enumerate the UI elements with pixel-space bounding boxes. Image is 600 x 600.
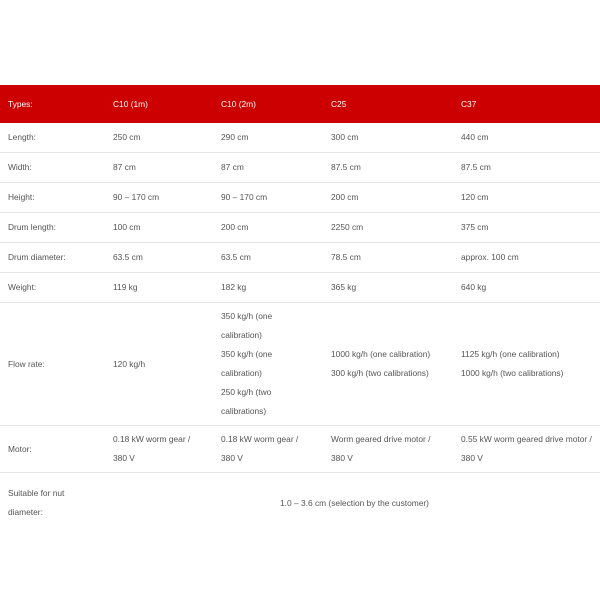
text-line: 1000 kg/h (one calibration) bbox=[331, 349, 431, 359]
cell-c10-1m: 250 cm bbox=[105, 123, 213, 153]
cell-c10-1m: 100 cm bbox=[105, 213, 213, 243]
cell-c37 bbox=[453, 426, 600, 473]
cell-c10-2m: 290 cm bbox=[213, 123, 323, 153]
row-label: Length: bbox=[0, 123, 105, 153]
row-weight bbox=[0, 273, 600, 303]
row-label: Width: bbox=[0, 153, 105, 183]
cell-c25: 78.5 cm bbox=[323, 243, 453, 273]
cell-c10-2m: 200 cm bbox=[213, 213, 323, 243]
row-label: Height: bbox=[0, 183, 105, 213]
text-line: 1000 kg/h (two calibrations) bbox=[461, 368, 564, 378]
cell-c10-2m: 87 cm bbox=[213, 153, 323, 183]
cell-c25 bbox=[323, 303, 453, 426]
cell-c25: 300 cm bbox=[323, 123, 453, 153]
text-line: 380 V bbox=[331, 453, 353, 463]
text-line: 0.18 kW worm gear / bbox=[113, 434, 191, 444]
row-nut-diameter bbox=[0, 473, 600, 534]
cell-c10-1m bbox=[105, 426, 213, 473]
text-line: 300 kg/h (two calibrations) bbox=[331, 368, 429, 378]
row-flow-rate bbox=[0, 303, 600, 426]
text-line: 0.55 kW worm geared drive motor / bbox=[461, 434, 592, 444]
cell-nut-diameter: 1.0 – 3.6 cm (selection by the customer) bbox=[280, 497, 429, 508]
cell-c25 bbox=[323, 426, 453, 473]
cell-c37: approx. 100 cm bbox=[453, 243, 600, 273]
text-line: calibrations) bbox=[221, 406, 267, 416]
text-line: 350 kg/h (one bbox=[221, 349, 273, 359]
row-width bbox=[0, 153, 600, 183]
cell-c37: 640 kg bbox=[453, 273, 600, 303]
cell-c10-2m: 182 kg bbox=[213, 273, 323, 303]
row-label: Motor: bbox=[0, 426, 105, 473]
header-c10-1m: C10 (1m) bbox=[105, 85, 213, 123]
header-c37: C37 bbox=[453, 85, 600, 123]
cell-c10-1m: 63.5 cm bbox=[105, 243, 213, 273]
cell-c25: 365 kg bbox=[323, 273, 453, 303]
text-line: diameter: bbox=[8, 507, 43, 517]
row-label: Flow rate: bbox=[0, 303, 105, 426]
text-line: Suitable for nut bbox=[8, 488, 65, 498]
text-line: 350 kg/h (one bbox=[221, 311, 273, 321]
header-types: Types: bbox=[0, 85, 105, 123]
text-line: 0.18 kW worm gear / bbox=[221, 434, 299, 444]
cell-c10-2m bbox=[213, 426, 323, 473]
cell-c25: 87.5 cm bbox=[323, 153, 453, 183]
cell-c25: 2250 cm bbox=[323, 213, 453, 243]
text-line: 380 V bbox=[461, 453, 483, 463]
spec-table bbox=[0, 85, 600, 533]
text-line: 380 V bbox=[113, 453, 135, 463]
cell-c25: 200 cm bbox=[323, 183, 453, 213]
cell-c37: 375 cm bbox=[453, 213, 600, 243]
text-line: 1125 kg/h (one calibration) bbox=[461, 349, 560, 359]
cell-c10-1m: 120 kg/h bbox=[105, 303, 213, 426]
row-drum-diameter bbox=[0, 243, 600, 273]
cell-c37: 120 cm bbox=[453, 183, 600, 213]
text-line: 250 kg/h (two bbox=[221, 387, 272, 397]
row-label: Drum diameter: bbox=[0, 243, 105, 273]
row-height bbox=[0, 183, 600, 213]
row-motor bbox=[0, 426, 600, 473]
text-line: calibration) bbox=[221, 330, 262, 340]
cell-c10-2m: 90 – 170 cm bbox=[213, 183, 323, 213]
cell-c10-2m bbox=[213, 303, 323, 426]
header-row bbox=[0, 85, 600, 123]
row-label bbox=[0, 473, 105, 534]
cell-c37: 87.5 cm bbox=[453, 153, 600, 183]
text-line: 380 V bbox=[221, 453, 243, 463]
header-c25: C25 bbox=[323, 85, 453, 123]
row-drum-length bbox=[0, 213, 600, 243]
cell-c37: 440 cm bbox=[453, 123, 600, 153]
row-label: Weight: bbox=[0, 273, 105, 303]
header-c10-2m: C10 (2m) bbox=[213, 85, 323, 123]
cell-c10-1m: 90 – 170 cm bbox=[105, 183, 213, 213]
cell-c37 bbox=[453, 303, 600, 426]
cell-c10-1m: 87 cm bbox=[105, 153, 213, 183]
row-label: Drum length: bbox=[0, 213, 105, 243]
text-line: calibration) bbox=[221, 368, 262, 378]
cell-c10-1m: 119 kg bbox=[105, 273, 213, 303]
row-length bbox=[0, 123, 600, 153]
cell-c10-2m: 63.5 cm bbox=[213, 243, 323, 273]
text-line: Worm geared drive motor / bbox=[331, 434, 431, 444]
